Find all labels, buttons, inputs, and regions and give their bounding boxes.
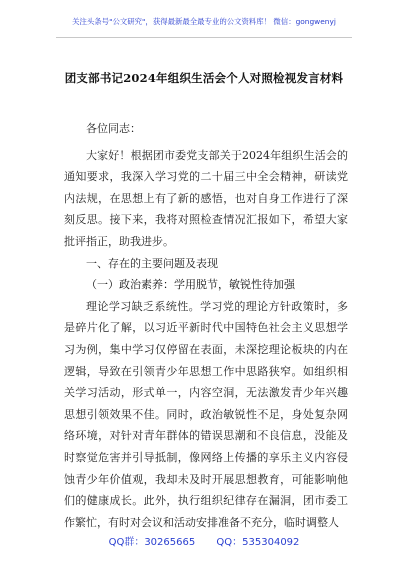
header-divider: [56, 37, 352, 38]
document-body: [64, 118, 348, 533]
qq-group-text: QQ群：30265665: [108, 537, 196, 548]
qq-number-text: QQ：535304092: [216, 537, 300, 548]
header-banner: 关注头条号"公文研究"，获得最新最全最专业的公文资料库！ 微信：gongwenyj: [72, 17, 336, 26]
body-paragraph: 理论学习缺乏系统性。学习党的理论方针政策时，多是碎片化了解，以习近平新时代中国特色社会主义思想学习为例，集中学习仅停留在表面，未深挖理论板块的内在逻辑，导致在引领青少年思想工作中思路狭窄。如组织相关学习活动，形式单一，内容空洞，无法激发青少年兴趣思想引领效果不佳。同时，政治敏锐性不足，身处复杂网络环境，对针对青年群体的错误思潮和不良信息，没能及时察觉危害并引导抵制，像网络上传播的享乐主义内容侵蚀青少年价值观，我却未及时开展思想教育，可能影响他们的健康成长。此外，执行组织纪律存在漏洞，团市委工作繁忙，有时对会议和活动安排准备不充分，临时调整人: [64, 299, 348, 529]
footer-contact: [0, 533, 408, 548]
salutation: 各位同志：: [86, 122, 141, 135]
section-heading: 一、存在的主要问题及表现: [86, 256, 218, 270]
sub-heading: （一）政治素养：学用脱节，敏锐性待加强: [86, 278, 295, 292]
document-title: 团支部书记2024年组织生活会个人对照检视发言材料: [64, 71, 344, 85]
intro-paragraph: 大家好！根据团市委党支部关于2024年组织生活会的通知要求，我深入学习党的二十届三中全会精神，研读党内法规，在思想上有了新的感悟，也对自身工作进行了深刻反思。接下来，我将对照检查情况汇报如下，希望大家批评指正，助我进步。: [64, 148, 348, 248]
